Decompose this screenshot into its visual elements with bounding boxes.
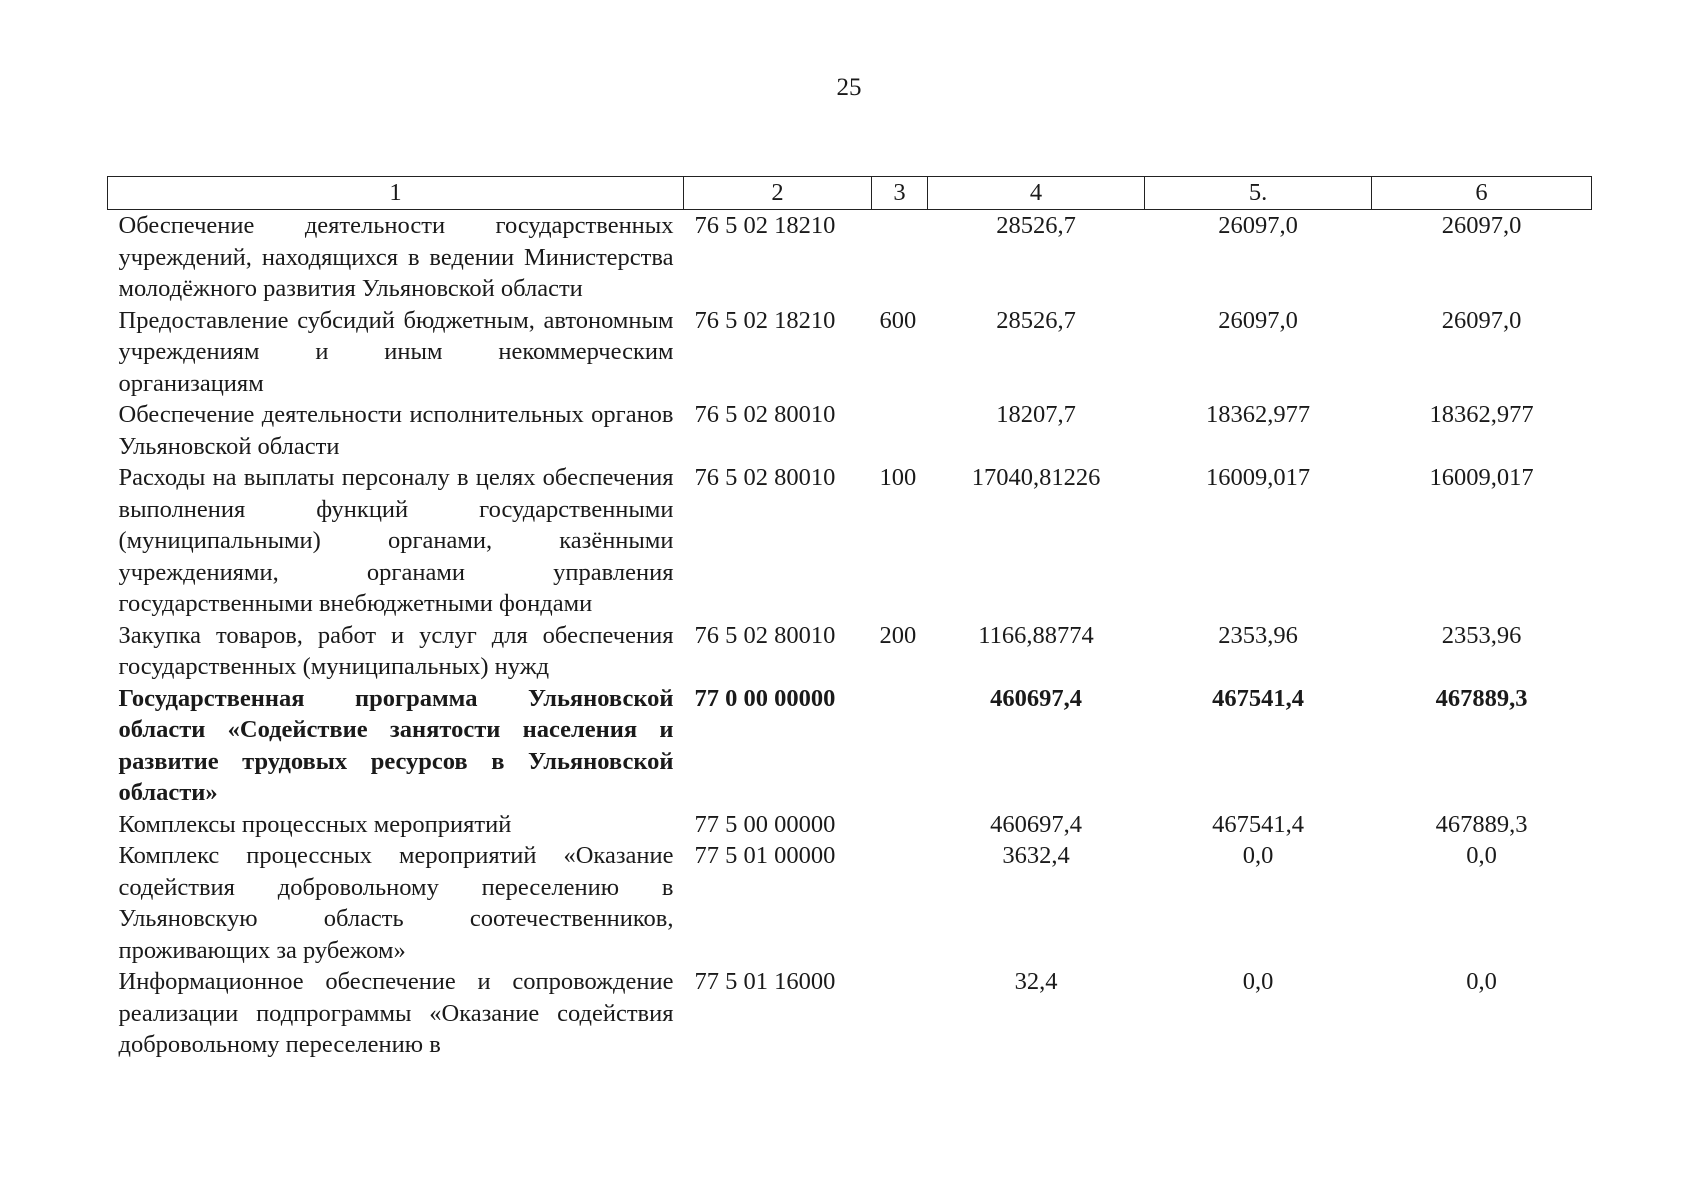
row-value-col4: 460697,4 bbox=[990, 684, 1082, 712]
row-value-col4: 1166,88774 bbox=[978, 621, 1094, 649]
row-name: Предоставление субсидий бюджетным, автономным учреждениям и иным некоммерческим организациям bbox=[118, 306, 674, 397]
row-name: Обеспечение деятельности государственных учреждений, находящихся в ведении Министерства молодёжного развития Ульяновской области bbox=[118, 212, 674, 302]
row-name: Обеспечение деятельности исполнительных органов Ульяновской области bbox=[118, 401, 674, 460]
row-value-col4: 460697,4 bbox=[990, 810, 1082, 838]
table-row bbox=[108, 966, 1592, 1061]
row-expense-type bbox=[872, 210, 928, 305]
row-value-col6: 467889,3 bbox=[1435, 810, 1528, 838]
table-row bbox=[108, 462, 1592, 620]
budget-table bbox=[107, 176, 1592, 1061]
header-col-6: 6 bbox=[1372, 177, 1592, 210]
table-row bbox=[108, 210, 1592, 305]
row-expense-type: 200 bbox=[879, 621, 917, 649]
row-target-code: 76 5 02 80010 bbox=[694, 621, 836, 649]
row-target-code: 77 5 01 00000 bbox=[694, 842, 836, 869]
row-value-col5: 467541,4 bbox=[1212, 684, 1304, 712]
row-target-code: 77 5 00 00000 bbox=[694, 810, 836, 838]
row-value-col4: 28526,7 bbox=[996, 306, 1076, 334]
table-row bbox=[108, 683, 1592, 809]
row-value-col5: 467541,4 bbox=[1212, 810, 1304, 838]
row-value-col4: 28526,7 bbox=[996, 212, 1076, 239]
row-target-code: 76 5 02 18210 bbox=[694, 212, 836, 239]
header-col-5: 5. bbox=[1145, 177, 1372, 210]
row-value-col6: 2353,96 bbox=[1441, 621, 1522, 649]
row-name: Государственная программа Ульяновской области «Содействие занятости населения и развитие трудовых ресурсов в Ульяновской области» bbox=[118, 684, 674, 806]
row-expense-type bbox=[872, 966, 928, 1061]
row-value-col6: 0,0 bbox=[1466, 968, 1497, 995]
budget-table-container bbox=[107, 176, 1591, 1061]
row-value-col4: 18207,7 bbox=[996, 401, 1076, 428]
row-target-code: 76 5 02 80010 bbox=[694, 464, 836, 491]
row-value-col5: 16009,017 bbox=[1205, 464, 1311, 491]
table-row bbox=[108, 399, 1592, 462]
page-number: 25 bbox=[836, 74, 862, 101]
row-target-code: 76 5 02 80010 bbox=[694, 401, 836, 428]
row-value-col5: 18362,977 bbox=[1205, 401, 1311, 428]
row-expense-type bbox=[872, 683, 928, 809]
row-name: Информационное обеспечение и сопровождение реализации подпрограммы «Оказание содействия добровольному переселению в bbox=[118, 968, 674, 1058]
row-value-col6: 467889,3 bbox=[1435, 684, 1528, 712]
header-col-1: 1 bbox=[108, 177, 684, 210]
row-name: Комплексы процессных мероприятий bbox=[118, 810, 512, 838]
row-name: Комплекс процессных мероприятий «Оказание содействия добровольному переселению в Ульяновскую область соотечественников, проживающих за рубежом» bbox=[118, 842, 674, 964]
header-row bbox=[108, 177, 1592, 210]
header-col-2: 2 bbox=[684, 177, 872, 210]
row-value-col5: 26097,0 bbox=[1218, 212, 1298, 239]
table-row bbox=[108, 620, 1592, 683]
table-row bbox=[108, 809, 1592, 841]
row-name: Расходы на выплаты персоналу в целях обеспечения выполнения функций государственными (муниципальными) органами, казёнными учреждениями, органами управления государственными внебюджетными фондами bbox=[118, 464, 674, 617]
row-expense-type bbox=[872, 399, 928, 462]
row-value-col6: 26097,0 bbox=[1441, 306, 1522, 334]
table-row bbox=[108, 305, 1592, 400]
row-value-col6: 16009,017 bbox=[1429, 464, 1534, 491]
table-row bbox=[108, 840, 1592, 966]
row-target-code: 76 5 02 18210 bbox=[694, 306, 836, 334]
row-value-col4: 17040,81226 bbox=[971, 464, 1101, 491]
row-value-col6: 18362,977 bbox=[1429, 401, 1534, 428]
row-value-col4: 3632,4 bbox=[1002, 842, 1070, 869]
table-header bbox=[108, 177, 1592, 210]
row-value-col5: 0,0 bbox=[1242, 842, 1274, 869]
row-value-col6: 0,0 bbox=[1466, 842, 1497, 869]
row-expense-type: 100 bbox=[879, 464, 917, 491]
row-target-code: 77 5 01 16000 bbox=[694, 968, 836, 995]
row-value-col6: 26097,0 bbox=[1441, 212, 1522, 239]
row-expense-type: 600 bbox=[879, 306, 917, 334]
header-col-3: 3 bbox=[872, 177, 928, 210]
table-body bbox=[108, 210, 1592, 1061]
row-target-code: 77 0 00 00000 bbox=[694, 684, 836, 712]
row-expense-type bbox=[872, 840, 928, 966]
row-expense-type bbox=[872, 809, 928, 841]
row-value-col4: 32,4 bbox=[1014, 968, 1058, 995]
row-value-col5: 0,0 bbox=[1242, 968, 1274, 995]
row-value-col5: 26097,0 bbox=[1218, 306, 1298, 334]
row-name: Закупка товаров, работ и услуг для обеспечения государственных (муниципальных) нужд bbox=[118, 621, 674, 680]
header-col-4: 4 bbox=[928, 177, 1145, 210]
row-value-col5: 2353,96 bbox=[1218, 621, 1298, 649]
